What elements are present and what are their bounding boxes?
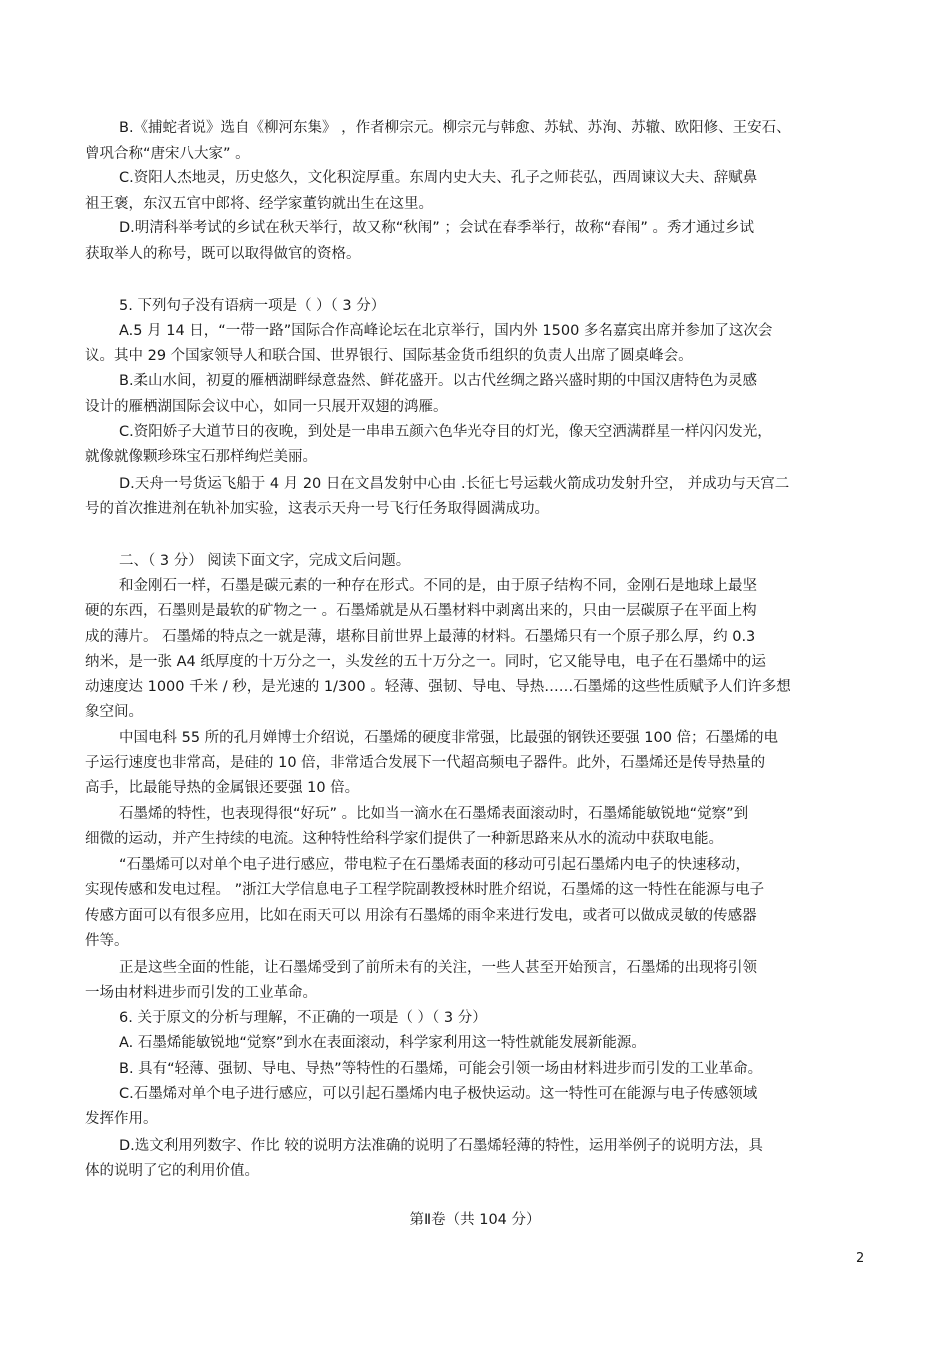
q4-option-c-line1: C.资阳人杰地灵，历史悠久，文化积淀厚重。东周内史大夫、孔子之师苌弘，西周谏议大夫、辞赋鼻	[119, 170, 758, 186]
passage-p4-line1: “石墨烯可以对单个电子进行感应，带电粒子在石墨烯表面的移动可引起石墨烯内电子的快速移动，	[119, 857, 751, 873]
q5-option-d-line1: D.天舟一号货运飞船于 4 月 20 日在文昌发射中心由 .长征七号运载火箭成功发射升空， 并成功与天宫二	[119, 476, 790, 492]
passage-p3-line1: 石墨烯的特性，也表现得很“好玩” 。比如当一滴水在石墨烯表面滚动时，石墨烯能敏锐地“觉察”到	[119, 806, 749, 822]
passage-p1-line4: 纳米，是一张 A4 纸厚度的十万分之一，头发丝的五十万分之一。同时，它又能导电，电子在石墨烯中的运	[85, 654, 766, 670]
passage-p1-line3: 成的薄片。 石墨烯的特点之一就是薄，堪称目前世界上最薄的材料。石墨烯只有一个原子那么厚，约 0.3	[85, 629, 756, 645]
q5-option-a-line2: 议。其中 29 个国家领导人和联合国、世界银行、国际基金货币组织的负责人出席了圆桌峰会。	[85, 348, 693, 364]
q5-option-b-line1: B.柔山水间，初夏的雁栖湖畔绿意盎然、鲜花盛开。以古代丝绸之路兴盛时期的中国汉唐特色为灵感	[119, 373, 758, 389]
q4-option-b-line2: 曾巩合称“唐宋八大家” 。	[85, 146, 250, 162]
q4-option-d-line2: 获取举人的称号，既可以取得做官的资格。	[85, 246, 361, 262]
passage-p5-line1: 正是这些全面的性能，让石墨烯受到了前所未有的关注，一些人甚至开始预言，石墨烯的出现将引领	[119, 960, 757, 976]
q6-option-a: A. 石墨烯能敏锐地“觉察”到水在表面滚动，科学家利用这一特性就能发展新能源。	[119, 1035, 646, 1051]
passage-p1-line2: 硬的东西，石墨则是最软的矿物之一 。石墨烯就是从石墨材料中剥离出来的，只由一层碳原子在平面上构	[85, 603, 757, 619]
passage-p1-line5: 动速度达 1000 千米 / 秒，是光速的 1/300 。轻薄、强韧、导电、导热……石墨烯的这些性质赋予人们许多想	[85, 679, 791, 695]
page-number: 2	[856, 1251, 865, 1266]
q6-option-c-line2: 发挥作用。	[85, 1111, 158, 1127]
q6-stem: 6. 关于原文的分析与理解，不正确的一项是（ ）（ 3 分）	[119, 1010, 487, 1026]
passage-p4-line2: 实现传感和发电过程。 ”浙江大学信息电子工程学院副教授林时胜介绍说，石墨烯的这一特性在能源与电子	[85, 882, 765, 898]
passage-p3-line2: 细微的运动，并产生持续的电流。这种特性给科学家们提供了一种新思路来从水的流动中获取电能。	[85, 831, 723, 847]
passage-p2-line1: 中国电科 55 所的孔月婵博士介绍说，石墨烯的硬度非常强，比最强的钢铁还要强 100 倍；石墨烯的电	[119, 730, 779, 746]
q6-option-d-line2: 体的说明了它的利用价值。	[85, 1163, 259, 1179]
passage-p1-line6: 象空间。	[85, 704, 143, 720]
q5-option-c-line2: 就像就像颗珍珠宝石那样绚烂美丽。	[85, 449, 317, 465]
q6-option-d-line1: D.选文利用列数字、作比 较的说明方法准确的说明了石墨烯轻薄的特性，运用举例子的说明方法，具	[119, 1138, 763, 1154]
q5-option-b-line2: 设计的雁栖湖国际会议中心，如同一只展开双翅的鸿雁。	[85, 399, 448, 415]
q5-option-c-line1: C.资阳娇子大道节日的夜晚，到处是一串串五颜六色华光夺目的灯光，像天空洒满群星一样闪闪发光，	[119, 424, 772, 440]
q4-option-d-line1: D.明清科举考试的乡试在秋天举行，故又称“秋闱” ；会试在春季举行，故称“春闱” 。秀才通过乡试	[119, 220, 755, 236]
q5-option-d-line2: 号的首次推进剂在轨补加实验，这表示天舟一号飞行任务取得圆满成功。	[85, 501, 549, 517]
q6-option-c-line1: C.石墨烯对单个电子进行感应，可以引起石墨烯内电子极快运动。这一特性可在能源与电子传感领域	[119, 1086, 758, 1102]
q5-option-a-line1: A.5 月 14 日，“一带一路”国际合作高峰论坛在北京举行，国内外 1500 多名嘉宾出席并参加了这次会	[119, 323, 773, 339]
passage-p2-line3: 高手，比最能导热的金属银还要强 10 倍。	[85, 780, 360, 796]
passage-p5-line2: 一场由材料进步而引发的工业革命。	[85, 985, 317, 1001]
q4-option-c-line2: 祖王褒，东汉五官中郎将、经学家董钧就出生在这里。	[85, 196, 433, 212]
q5-stem: 5. 下列句子没有语病一项是（ ）（ 3 分）	[119, 298, 386, 314]
section2-heading: 二、（ 3 分） 阅读下面文字，完成文后问题。	[119, 553, 411, 569]
part-two-heading: 第Ⅱ卷（共 104 分）	[409, 1212, 541, 1228]
passage-p2-line2: 子运行速度也非常高，是硅的 10 倍，非常适合发展下一代超高频电子器件。此外，石墨烯还是传导热量的	[85, 755, 766, 771]
passage-p4-line4: 件等。	[85, 933, 129, 949]
passage-p1-line1: 和金刚石一样，石墨是碳元素的一种存在形式。不同的是，由于原子结构不同，金刚石是地球上最坚	[119, 578, 757, 594]
q4-option-b-line1: B.《捕蛇者说》选自《柳河东集》 ，作者柳宗元。柳宗元与韩愈、苏轼、苏洵、苏辙、欧阳修、王安石、	[119, 120, 791, 136]
q6-option-b: B. 具有“轻薄、强韧、导电、导热”等特性的石墨烯，可能会引领一场由材料进步而引发的工业革命。	[119, 1061, 763, 1077]
passage-p4-line3: 传感方面可以有很多应用，比如在雨天可以 用涂有石墨烯的雨伞来进行发电，或者可以做成灵敏的传感器	[85, 908, 757, 924]
